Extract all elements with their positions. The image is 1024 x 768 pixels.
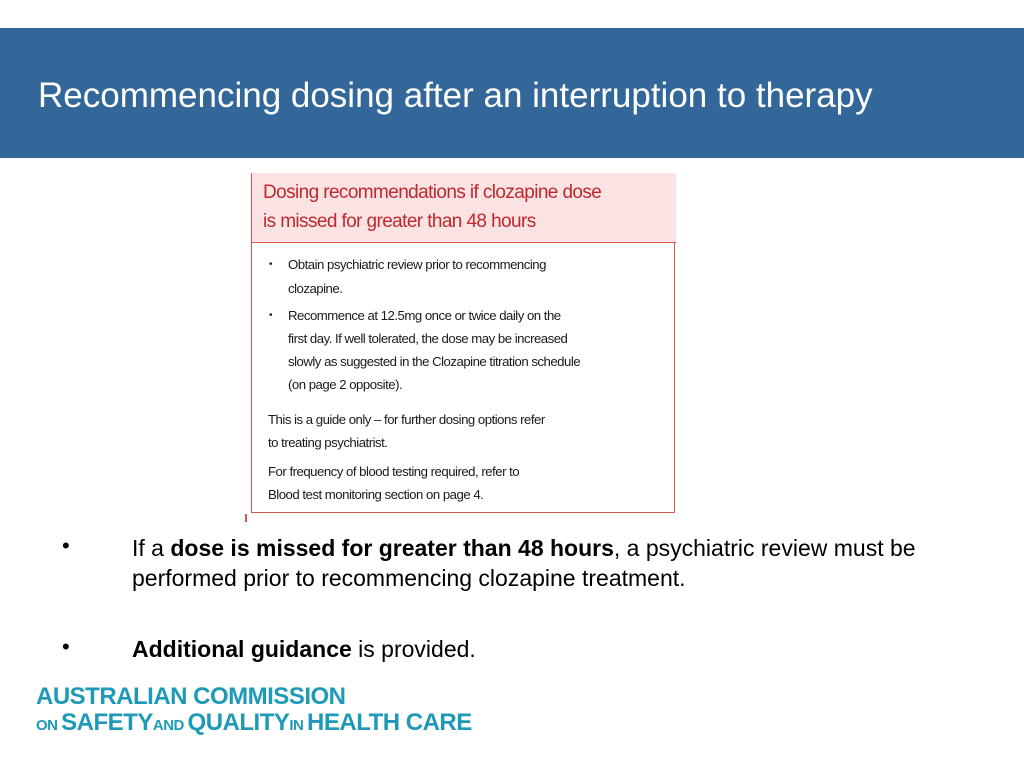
box-tick-mark [245, 514, 247, 522]
box-note2-line2: Blood test monitoring section on page 4. [268, 487, 484, 502]
bullet1-prefix: If a [132, 535, 171, 561]
logo-line1: AUSTRALIAN COMMISSION [36, 683, 346, 710]
box-bullet2-line1: Recommence at 12.5mg once or twice daily on the [288, 308, 561, 323]
logo-and: AND [152, 717, 188, 734]
box-bullet1-line2: clozapine. [288, 281, 343, 296]
bullet-text-1 [132, 533, 932, 593]
box-note1-line1: This is a guide only – for further dosing options refer [268, 412, 545, 427]
slide-title: Recommencing dosing after an interruption to therapy [38, 76, 873, 115]
dosing-box-heading-line2: is missed for greater than 48 hours [263, 211, 536, 232]
bullet2-bold: Additional guidance [132, 636, 352, 662]
bullet-dot-icon: • [62, 634, 70, 659]
logo-health-care: HEALTH CARE [307, 709, 472, 736]
logo-line2 [36, 709, 472, 737]
top-strip [0, 0, 1024, 28]
box-bullet2-line2: first day. If well tolerated, the dose may be increased [288, 331, 568, 346]
bullet2-suffix: is provided. [351, 636, 476, 662]
logo-quality: QUALITY [187, 709, 290, 736]
bullet1-bold: dose is missed for greater than 48 hours [170, 535, 614, 561]
dosing-box-heading-line1: Dosing recommendations if clozapine dose [263, 182, 602, 203]
logo-in: IN [289, 717, 308, 734]
box-bullet2-line4: (on page 2 opposite). [288, 377, 403, 392]
logo-on: ON [36, 717, 62, 734]
box-note2-line1: For frequency of blood testing required, refer to [268, 464, 520, 479]
bullet1-suffix: , a psychiatric review must be performed prior to recommencing clozapine treatment. [132, 535, 916, 591]
box-bullet1-line1: Obtain psychiatric review prior to recommencing [288, 257, 546, 272]
bullet-text-2 [132, 634, 932, 664]
bullet-dot-icon: • [62, 533, 70, 558]
box-note1-line2: to treating psychiatrist. [268, 435, 388, 450]
dosing-recommendations-box [251, 173, 675, 513]
box-bullet-icon: • [269, 310, 273, 321]
logo-safety: SAFETY [61, 709, 153, 736]
box-bullet2-line3: slowly as suggested in the Clozapine titration schedule [288, 354, 581, 369]
box-bullet-icon: • [269, 259, 273, 270]
commission-logo [36, 683, 472, 737]
dosing-box-header [252, 173, 676, 243]
